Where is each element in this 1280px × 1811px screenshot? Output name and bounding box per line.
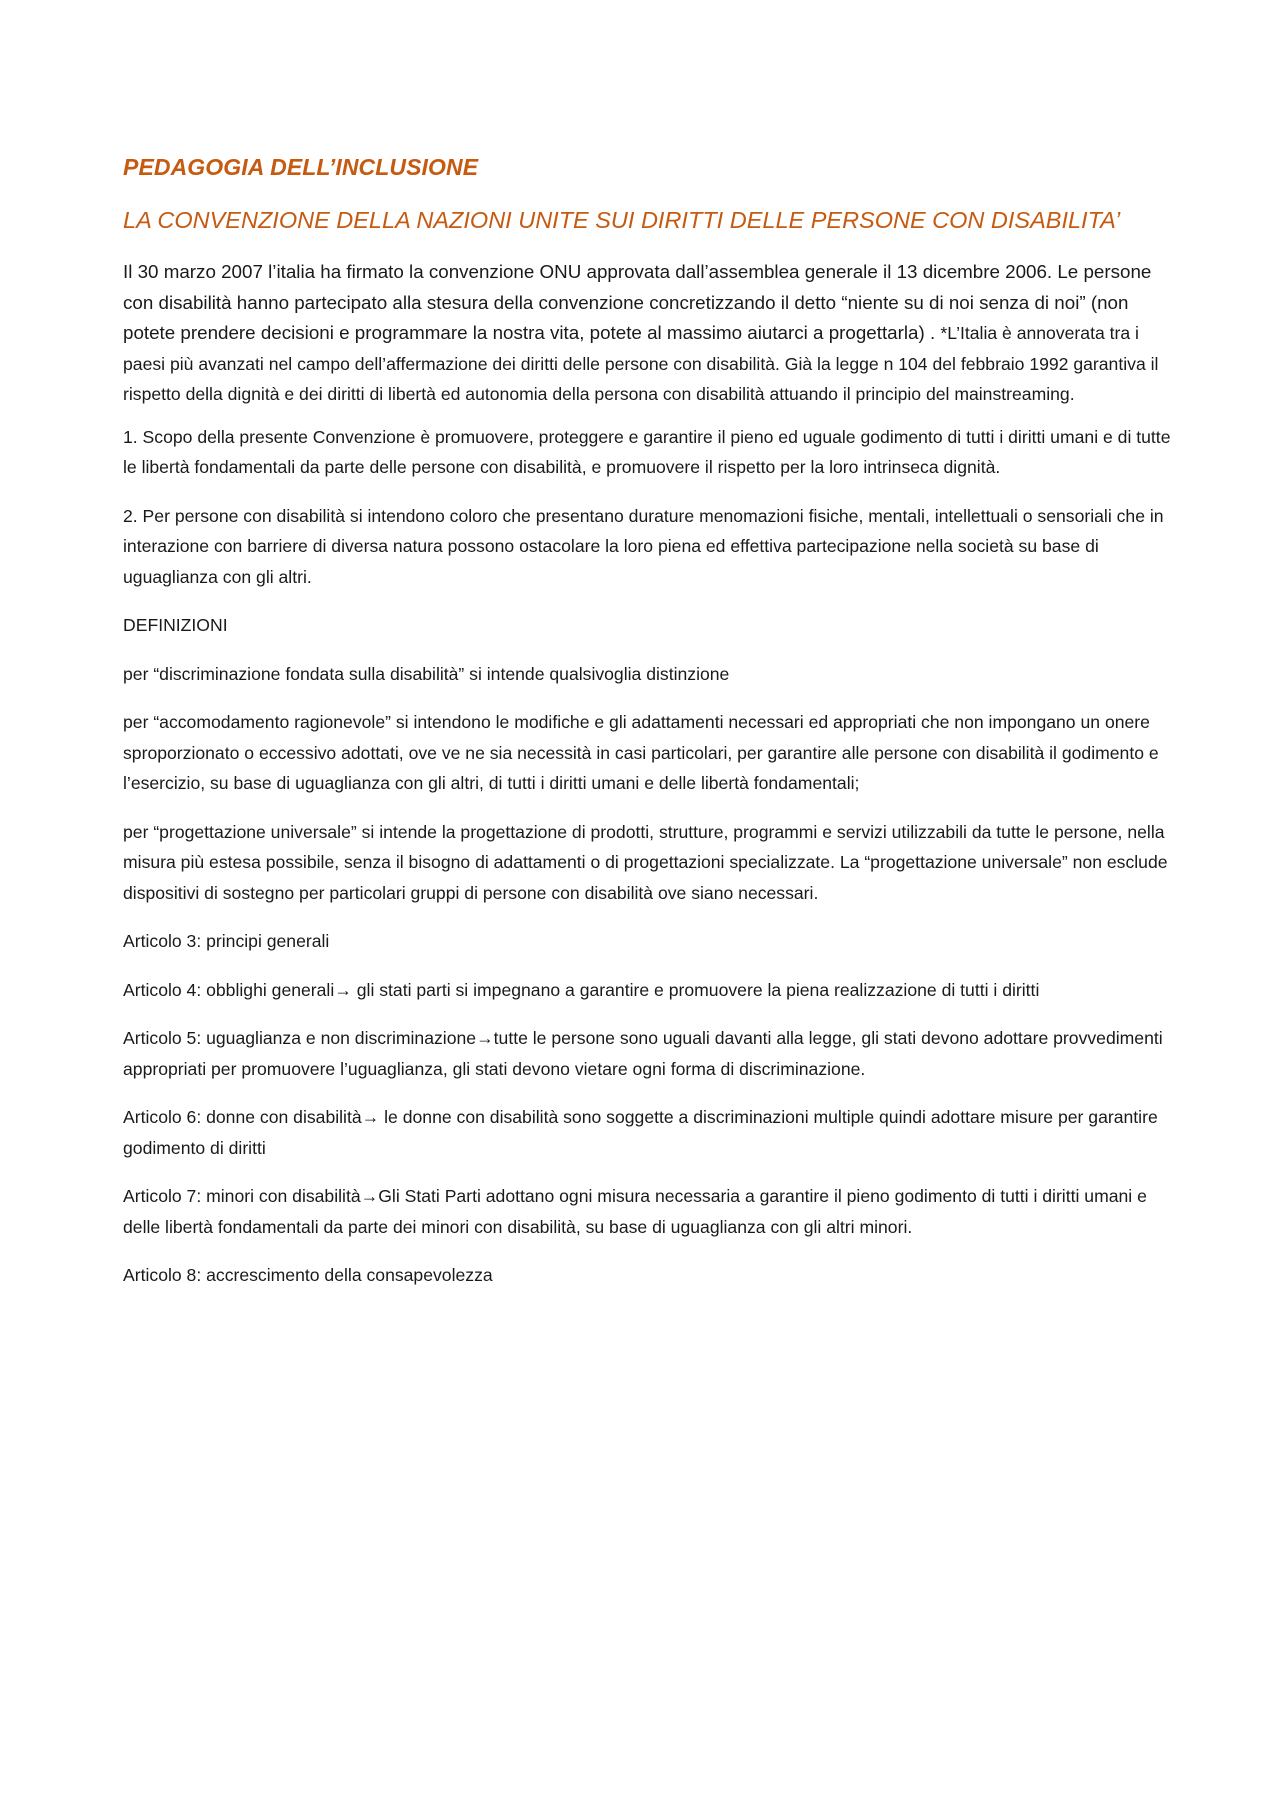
point-2: 2. Per persone con disabilità si intendono coloro che presentano durature menomazioni fisiche, mentali, intellettuali o sensoriali che in interazione con barriere di diversa natura possono ostacolare la loro piena ed effettiva partecipazione nella società su base di uguaglianza con gli altri. (123, 505, 1164, 587)
intro-paragraph (123, 257, 1173, 410)
article-6 (123, 1102, 1173, 1163)
article-5-label: Articolo 5: uguaglianza e non discriminazione (123, 1028, 477, 1048)
article-4-label: Articolo 4: obblighi generali (123, 979, 335, 1000)
definition-progettazione: per “progettazione universale” si intende la progettazione di prodotti, strutture, programmi e servizi utilizzabili da tutte le persone, nella misura più estesa possibile, senza il bisogno di adattamenti o di progettazioni specializzate. La “progettazione universale” non esclude dispositivi di sostegno per particolari gruppi di persone con disabilità ove siano necessari. (123, 821, 1168, 903)
arrow-right-icon: → (476, 1028, 494, 1048)
article-3 (123, 926, 1173, 957)
arrow-right-icon: → (360, 1186, 379, 1206)
definitions-heading: DEFINIZIONI (123, 615, 228, 635)
article-4 (123, 975, 1173, 1006)
definition-discriminazione: per “discriminazione fondata sulla disabilità” si intende qualsivoglia distinzione (123, 663, 730, 684)
document-body (123, 152, 1173, 1309)
article-7-text: Gli Stati Parti adottano ogni misura necessaria a garantire il pieno godimento di tutti i diritti umani e delle libertà fondamentali da parte dei minori con disabilità, su base di uguaglianza con gli altri minori. (123, 1186, 1147, 1237)
article-7 (123, 1181, 1173, 1242)
article-3-label: Articolo 3: principi generali (123, 931, 330, 951)
article-6-text: le donne con disabilità sono soggette a discriminazioni multiple quindi adottare misure per garantire godimento di diritti (123, 1107, 1158, 1158)
article-5 (123, 1023, 1173, 1084)
document-title: PEDAGOGIA DELL’INCLUSIONE (123, 154, 479, 180)
definition-accomodamento: per “accomodamento ragionevole” si intendono le modifiche e gli adattamenti necessari ed appropriati che non impongano un onere sproporzionato o eccessivo adottati, ove ve ne sia necessità in casi particolari, per garantire alle persone con disabilità il godimento e l’esercizio, su base di uguaglianza con gli altri, di tutti i diritti umani e delle libertà fondamentali; (123, 712, 1159, 793)
article-8-label: Articolo 8: accrescimento della consapevolezza (123, 1265, 493, 1285)
article-7-label: Articolo 7: minori con disabilità (123, 1186, 361, 1206)
arrow-right-icon: → (361, 1107, 380, 1127)
article-4-text: gli stati parti si impegnano a garantire e promuovere la piena realizzazione di tutti i diritti (351, 979, 1040, 1000)
arrow-right-icon: → (334, 979, 352, 1000)
article-5-text: tutte le persone sono uguali davanti alla legge, gli stati devono adottare provvedimenti appropriati per promuovere l’uguaglianza, gli stati devono vietare ogni forma di discriminazione. (123, 1028, 1163, 1079)
intro-text: Il 30 marzo 2007 l’italia ha firmato la convenzione ONU approvata dall’assemblea generale il 13 dicembre 2006. Le persone con disabilità hanno partecipato alla stesura della convenzione concretizzando il detto “niente su di noi senza di noi” (non potete prendere decisioni e programmare la nostra vita, potete al massimo aiutarci a progettarla) . (123, 261, 1152, 343)
article-6-label: Articolo 6: donne con disabilità (123, 1107, 362, 1127)
intro-note: *L’Italia è annoverata tra i paesi più avanzati nel campo dell’affermazione dei diritti delle persone con disabilità. Già la legge n 104 del febbraio 1992 garantiva il rispetto della dignità e dei diritti di libertà ed autonomia della persona con disabilità attuando il principio del mainstreaming. (123, 323, 1159, 404)
document-subtitle: LA CONVENZIONE DELLA NAZIONI UNITE SUI DIRITTI DELLE PERSONE CON DISABILITA’ (123, 207, 1121, 233)
article-8 (123, 1260, 1173, 1291)
point-1: 1. Scopo della presente Convenzione è promuovere, proteggere e garantire il pieno ed uguale godimento di tutti i diritti umani e di tutte le libertà fondamentali da parte delle persone con disabilità, e promuovere il rispetto per la loro intrinseca dignità. (123, 426, 1171, 477)
